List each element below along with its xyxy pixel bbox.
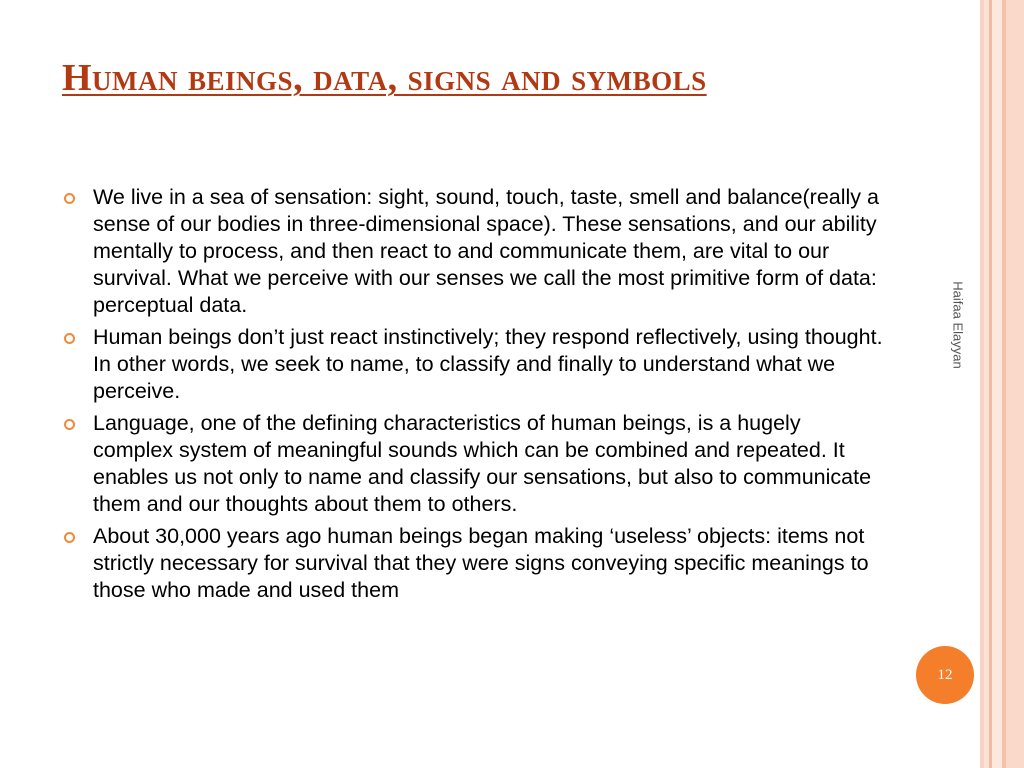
- bullet-circle-icon: [64, 333, 75, 344]
- page-number-badge: [916, 646, 974, 704]
- decor-stripe: [992, 0, 1002, 768]
- author-side-label: Haifaa Elayyan: [950, 281, 966, 369]
- bullet-text: About 30,000 years ago human beings began making ‘useless’ objects: items not strictly necessary for survival that they were signs conveying specific meanings to those who made and used them: [93, 524, 869, 602]
- bullet-circle-icon: [64, 419, 75, 430]
- bullet-text: We live in a sea of sensation: sight, sound, touch, taste, smell and balance(really a sense of our bodies in three-dimensional space). These sensations, and our ability mentally to process, and then react to and communicate them, are vital to our survival. What we perceive with our senses we call the most primitive form of data: perceptual data.: [93, 185, 879, 317]
- bullet-text: Language, one of the defining characteristics of human beings, is a hugely complex system of meaningful sounds which can be combined and repeated. It enables us not only to name and classify our sensations, but also to communicate them and our thoughts about them to others.: [93, 411, 872, 516]
- decor-stripe: [1006, 0, 1024, 768]
- bullet-circle-icon: [64, 532, 75, 543]
- bullet-text: Human beings don’t just react instinctively; they respond reflectively, using thought. In other words, we seek to name, to classify and finally to understand what we perceive.: [93, 325, 883, 403]
- bullet-item: [62, 184, 884, 319]
- bullet-item: [62, 410, 884, 518]
- bullet-item: [62, 324, 884, 405]
- bullet-circle-icon: [64, 193, 75, 204]
- bullet-list: [62, 184, 884, 609]
- page-number: 12: [937, 666, 953, 683]
- slide-title: Human beings, data, signs and symbols: [62, 57, 707, 99]
- bullet-item: [62, 523, 884, 604]
